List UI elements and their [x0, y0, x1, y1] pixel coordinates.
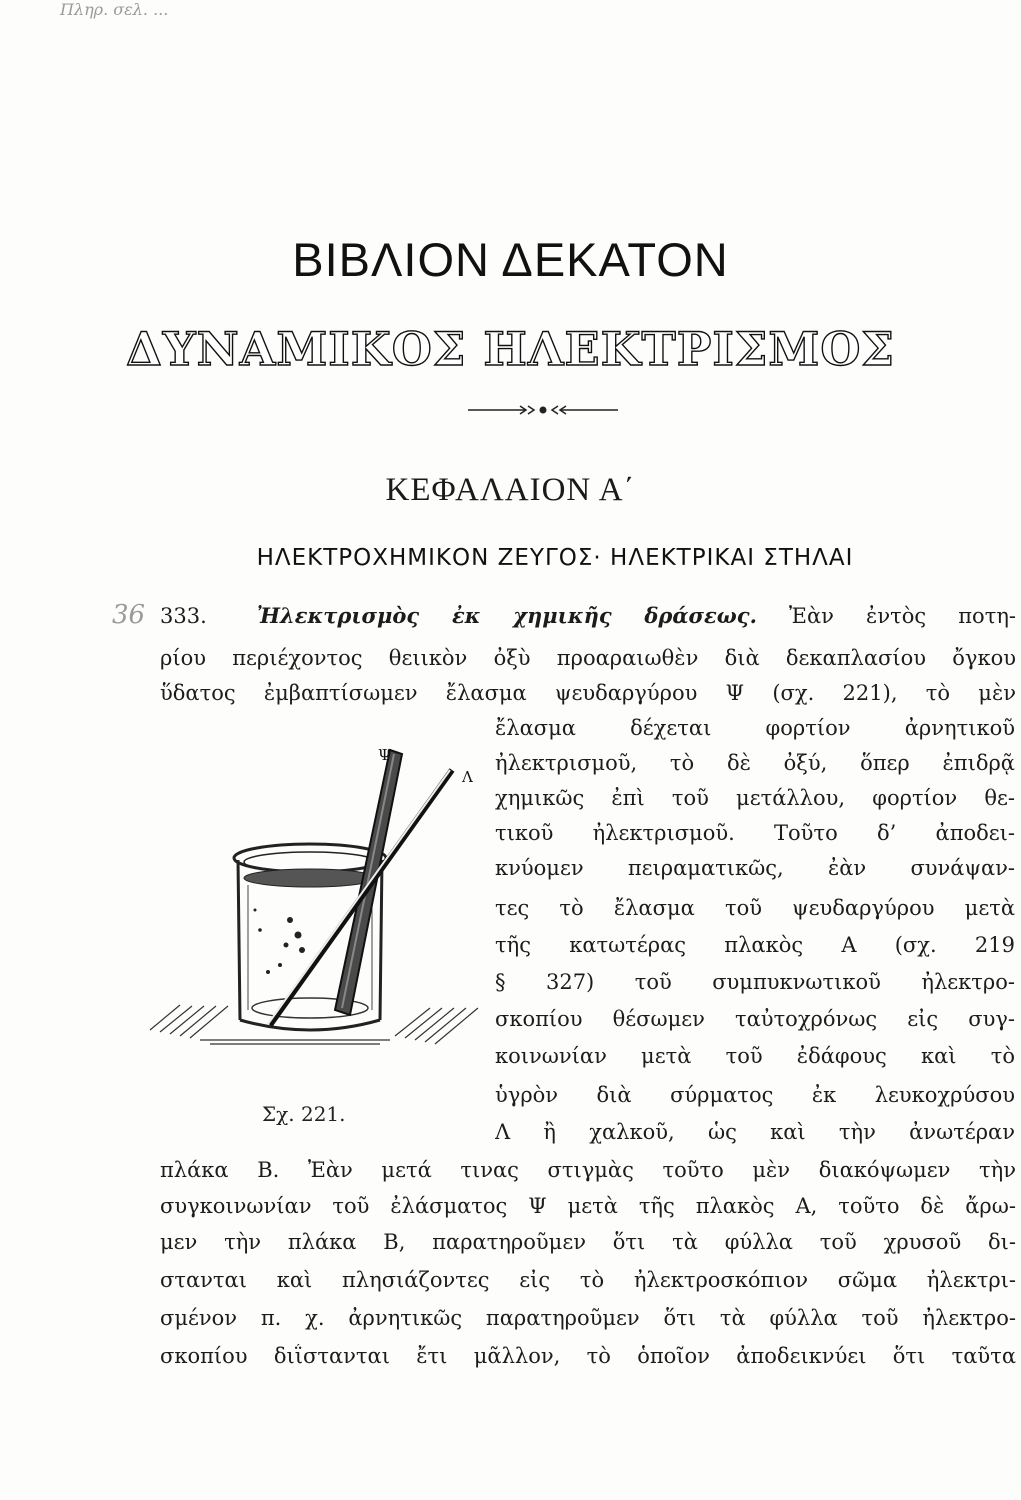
- text-line: σμένον π. χ. ἀρνητικῶς παρατηροῦμεν ὅτι τὰ φύλλα τοῦ ἠλεκτρο-: [160, 1306, 1016, 1330]
- figure-label-wire: Λ: [462, 768, 473, 786]
- beaker-figure: [140, 740, 485, 1090]
- text-line: στανται καὶ πλησιάζοντες εἰς τὸ ἠλεκτροσκόπιον σῶμα ἠλεκτρι-: [160, 1268, 1016, 1292]
- text-line: σκοπίου διΐστανται ἔτι μᾶλλον, τὸ ὁποῖον ἀποδεικνύει ὅτι ταῦτα: [160, 1344, 1016, 1368]
- book-subtitle: ΔΥΝΑΜΙΚΟΣ ΗΛΕΚΤΡΙΣΜΟΣ: [126, 322, 895, 376]
- text-line: ἠλεκτρισμοῦ, τὸ δὲ ὀξύ, ὅπερ ἐπιδρᾷ: [495, 751, 1015, 775]
- book-title: ΒΙΒΛΙΟΝ ΔΕΚΑΤΟΝ: [292, 233, 729, 286]
- text-line: ὕδατος ἐμβαπτίσωμεν ἔλασμα ψευδαργύρου Ψ (σχ. 221), τὸ μὲν: [160, 681, 1016, 705]
- text-line: § 327) τοῦ συμπυκνωτικοῦ ἠλεκτρο-: [495, 970, 1015, 994]
- pencil-note: Πληρ. σελ. ...: [60, 0, 169, 19]
- text-line: τῆς κατωτέρας πλακὸς Α (σχ. 219: [495, 933, 1015, 957]
- ornament-divider: [468, 400, 618, 420]
- text-line: πλάκα Β. Ἐὰν μετά τινας στιγμὰς τοῦτο μὲν διακόψωμεν τὴν: [160, 1158, 1016, 1182]
- text-line: κοινωνίαν μετὰ τοῦ ἐδάφους καὶ τὸ: [495, 1044, 1015, 1068]
- text-line: ὑγρὸν διὰ σύρματος ἐκ λευκοχρύσου: [495, 1083, 1015, 1107]
- text-line: τες τὸ ἔλασμα τοῦ ψευδαργύρου μετὰ: [495, 896, 1015, 920]
- margin-note: 36: [112, 600, 146, 630]
- figure-label-zinc: Ψ: [378, 746, 392, 764]
- text-line: ἔλασμα δέχεται φορτίον ἀρνητικοῦ: [495, 716, 1015, 740]
- text-line: μεν τὴν πλάκα Β, παρατηροῦμεν ὅτι τὰ φύλλα τοῦ χρυσοῦ δι-: [160, 1230, 1016, 1254]
- paragraph-number: 333.: [160, 604, 207, 628]
- paragraph-first-line: [160, 603, 1016, 628]
- chapter-title: ΚΕΦΑΛΑΙΟΝ Α΄: [385, 472, 636, 508]
- text-line: τικοῦ ἠλεκτρισμοῦ. Τοῦτο δ’ ἀποδει-: [495, 821, 1015, 845]
- paragraph-title: Ἠλεκτρισμὸς ἐκ χημικῆς δράσεως.: [256, 603, 757, 628]
- text-line: Λ ἢ χαλκοῦ, ὡς καὶ τὴν ἀνωτέραν: [495, 1120, 1015, 1144]
- text-line: ρίου περιέχοντος θειικὸν ὀξὺ προαραιωθὲν διὰ δεκαπλασίου ὄγκου: [160, 646, 1016, 670]
- text-line: σκοπίου θέσωμεν ταὐτοχρόνως εἰς συγ-: [495, 1007, 1015, 1031]
- text-line: κνύομεν πειραματικῶς, ἐὰν συνάψαν-: [495, 856, 1015, 880]
- figure-caption: Σχ. 221.: [262, 1102, 346, 1126]
- text-line: χημικῶς ἐπὶ τοῦ μετάλλου, φορτίον θε-: [495, 786, 1015, 810]
- text-line: συγκοινωνίαν τοῦ ἐλάσματος Ψ μετὰ τῆς πλακὸς Α, τοῦτο δὲ ἄρω-: [160, 1194, 1016, 1218]
- section-heading: ΗΛΕΚΤΡΟΧΗΜΙΚΟΝ ΖΕΥΓΟΣ· ΗΛΕΚΤΡΙΚΑΙ ΣΤΗΛΑΙ: [256, 545, 854, 571]
- paragraph-text: Ἐὰν ἐντὸς ποτη-: [789, 604, 1016, 628]
